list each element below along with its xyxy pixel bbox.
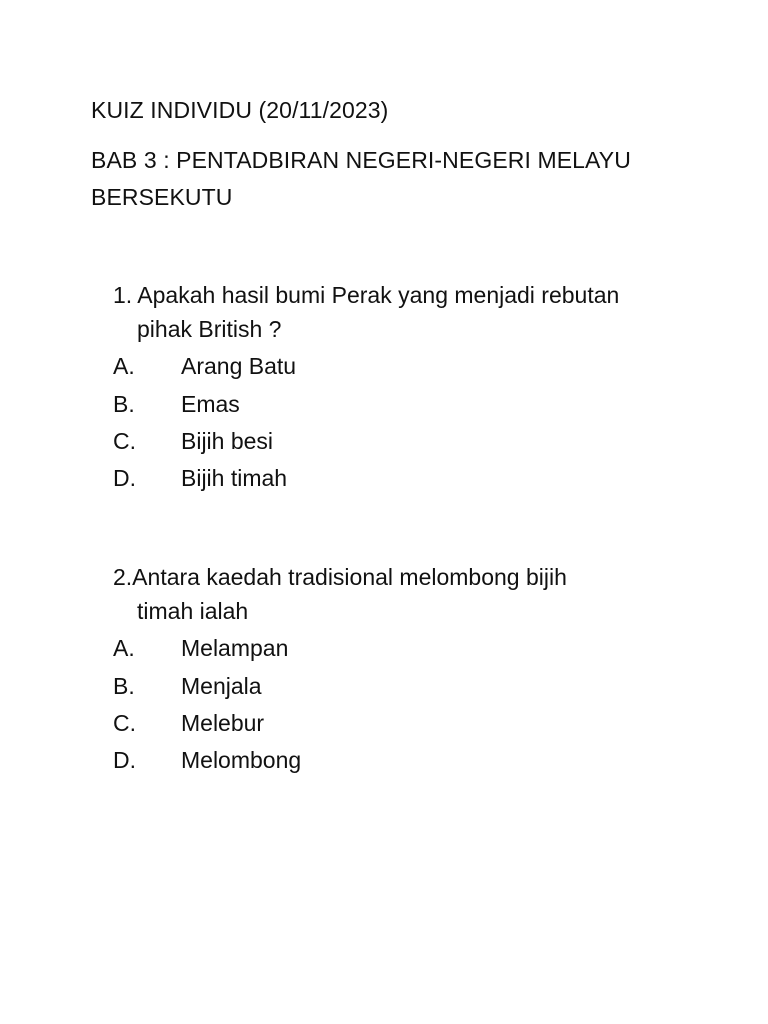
- option-letter: A.: [113, 635, 135, 661]
- option-letter: B.: [113, 673, 135, 699]
- chapter-title-line-1: BAB 3 : PENTADBIRAN NEGERI-NEGERI MELAYU: [91, 147, 631, 173]
- option-letter: D.: [113, 465, 136, 491]
- option-letter: A.: [113, 353, 135, 379]
- option-text: Bijih besi: [181, 428, 274, 454]
- question-2-stem-line-2: timah ialah: [137, 598, 249, 624]
- option-letter: C.: [113, 710, 136, 736]
- option-letter: B.: [113, 391, 135, 417]
- option-letter: C.: [113, 428, 136, 454]
- quiz-title: KUIZ INDIVIDU (20/11/2023): [91, 97, 389, 123]
- question-1-stem-line-2: pihak British ?: [137, 316, 282, 342]
- question-1-stem-line-1: 1. Apakah hasil bumi Perak yang menjadi rebutan: [113, 282, 620, 308]
- chapter-title-line-2: BERSEKUTU: [91, 184, 233, 210]
- question-2-stem-line-1: 2.Antara kaedah tradisional melombong bijih: [113, 564, 567, 590]
- option-text: Melebur: [181, 710, 265, 736]
- option-text: Emas: [181, 391, 240, 417]
- option-text: Melombong: [181, 747, 302, 773]
- option-letter: D.: [113, 747, 136, 773]
- option-text: Bijih timah: [181, 465, 288, 491]
- option-text: Menjala: [181, 673, 262, 699]
- option-text: Arang Batu: [181, 353, 297, 379]
- option-text: Melampan: [181, 635, 289, 661]
